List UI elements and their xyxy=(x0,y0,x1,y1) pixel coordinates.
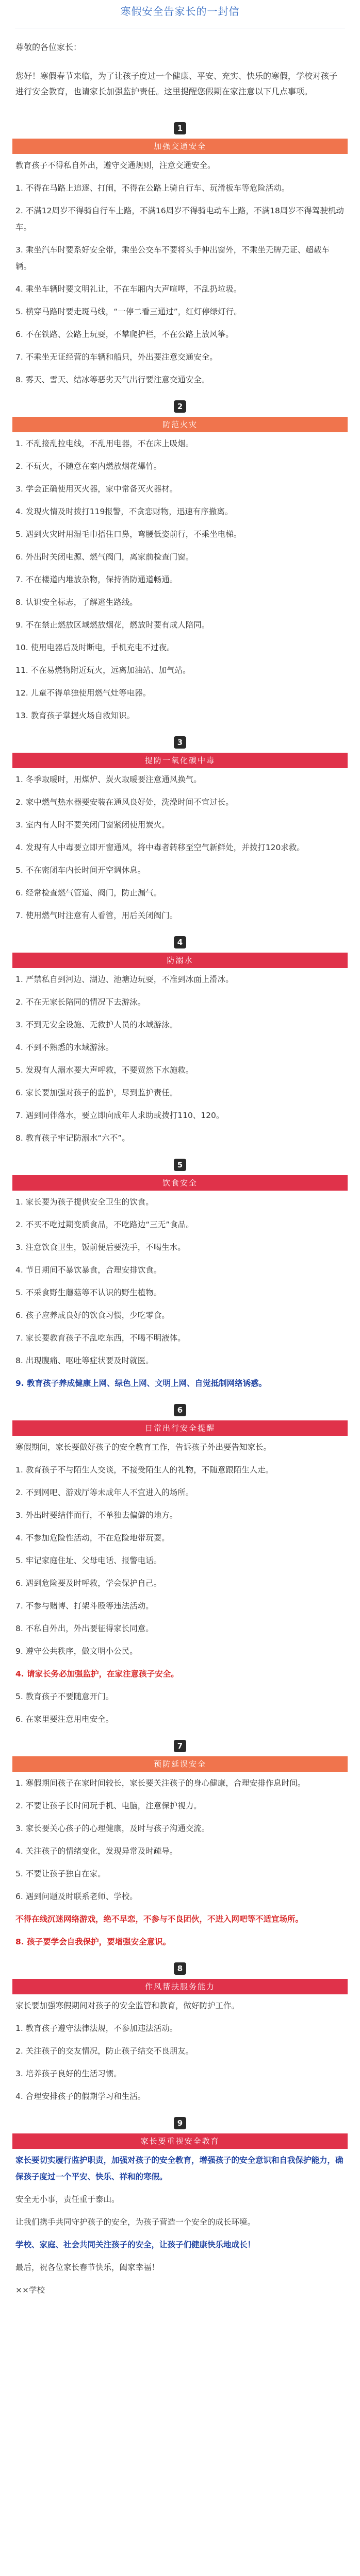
section-heading: 饮食安全 xyxy=(12,1175,348,1191)
section-paragraph: 8. 雾天、雪天、结冰等恶劣天气出行要注意交通安全。 xyxy=(15,375,210,384)
section-paragraph: 3. 家长要关心孩子的心理健康，及时与孩子沟通交流。 xyxy=(15,1824,210,1833)
section-paragraph: 1. 教育孩子不与陌生人交谈，不接受陌生人的礼物，不随意跟陌生人走。 xyxy=(15,1465,274,1475)
section-heading: 提防一氧化碳中毒 xyxy=(12,753,348,768)
section-paragraph: 4. 发现有人中毒要立即开窗通风，将中毒者转移至空气新鲜处，并拨打120求救。 xyxy=(15,843,305,852)
section-paragraph: 7. 不在楼道内堆放杂物，保持消防通道畅通。 xyxy=(15,575,178,584)
section-paragraph: 7. 遇到同伴落水，要立即向成年人求助或拨打110、120。 xyxy=(15,1111,224,1120)
section-paragraph: 7. 不参与赌博、打架斗殴等违法活动。 xyxy=(15,1601,154,1611)
section-9 xyxy=(0,2108,360,2301)
section-paragraph: 2. 关注孩子的交友情况，防止孩子结交不良朋友。 xyxy=(15,2046,194,2056)
section-paragraph: 1. 不乱接乱拉电线，不乱用电器，不在床上吸烟。 xyxy=(15,439,194,448)
section-paragraph: 5. 不要让孩子独自在家。 xyxy=(15,1869,106,1878)
section-paragraph: 不得在线沉迷网络游戏，绝不早恋，不参与不良团伙，不进入网吧等不适宜场所。 xyxy=(15,1914,304,1924)
section-paragraph: 9. 遵守公共秩序，做文明小公民。 xyxy=(15,1647,138,1656)
section-number: 5 xyxy=(174,1159,186,1171)
section-paragraph: 1. 严禁私自到河边、湖边、池塘边玩耍，不准到冰面上滑冰。 xyxy=(15,975,234,984)
section-1 xyxy=(0,113,360,391)
section-paragraph: 6. 不在铁路、公路上玩耍，不攀爬护栏，不在公路上放风筝。 xyxy=(15,330,234,339)
section-4 xyxy=(0,927,360,1149)
section-body xyxy=(0,1772,360,1953)
section-paragraph: 8. 孩子要学会自我保护，要增强安全意识。 xyxy=(15,1937,171,1946)
section-paragraph: 10. 使用电器后及时断电，手机充电不过夜。 xyxy=(15,643,175,652)
section-number: 7 xyxy=(174,1740,186,1752)
section-paragraph: 4. 请家长务必加强监护，在家注意孩子安全。 xyxy=(15,1669,179,1679)
section-paragraph: 3. 学会正确使用灭火器，家中常备灭火器材。 xyxy=(15,484,178,494)
section-paragraph: 5. 不在密闭车内长时间开空调休息。 xyxy=(15,866,146,875)
section-paragraph: 6. 孩子应养成良好的饮食习惯，少吃零食。 xyxy=(15,1311,170,1320)
section-number: 6 xyxy=(174,1404,186,1416)
section-body xyxy=(0,1994,360,2108)
section-paragraph: 8. 认识安全标志，了解逃生路线。 xyxy=(15,598,138,607)
section-paragraph: 7. 使用燃气时注意有人看管，用后关闭阀门。 xyxy=(15,911,178,920)
section-7 xyxy=(0,1731,360,1953)
intro xyxy=(0,40,360,99)
section-5 xyxy=(0,1149,360,1395)
section-paragraph: 2. 家中燃气热水器要安装在通风良好处，洗澡时间不宜过长。 xyxy=(15,798,234,807)
section-paragraph: 5. 牢记家庭住址、父母电话、报警电话。 xyxy=(15,1556,162,1565)
section-paragraph: 6. 经常检查燃气管道、阀门，防止漏气。 xyxy=(15,888,162,897)
section-paragraph: 13. 教育孩子掌握火场自救知识。 xyxy=(15,711,135,720)
section-paragraph: 5. 发现有人溺水要大声呼救，不要贸然下水施救。 xyxy=(15,1065,194,1075)
section-paragraph: 2. 不在无家长陪同的情况下去游泳。 xyxy=(15,997,146,1007)
section-paragraph: 4. 不参加危险性活动，不在危险地带玩耍。 xyxy=(15,1533,170,1543)
section-paragraph: 8. 不私自外出，外出要征得家长同意。 xyxy=(15,1624,154,1633)
section-paragraph: 1. 家长要为孩子提供安全卫生的饮食。 xyxy=(15,1197,154,1207)
section-paragraph: 2. 不到网吧、游戏厅等未成年人不宜进入的场所。 xyxy=(15,1488,194,1497)
section-paragraph: 2. 不买不吃过期变质食品，不吃路边“三无”食品。 xyxy=(15,1220,194,1229)
section-paragraph: 学校、家庭、社会共同关注孩子的安全，让孩子们健康快乐地成长！ xyxy=(15,2240,256,2249)
section-paragraph: 1. 教育孩子遵守法律法规，不参加违法活动。 xyxy=(15,2024,178,2033)
section-header xyxy=(12,1149,348,1191)
section-paragraph: 3. 乘坐汽车时要系好安全带，乘坐公交车不要将头手伸出窗外，不乘坐无牌无证、超载车辆。 xyxy=(15,245,330,271)
section-paragraph: 4. 发现火情及时拨打119报警，不贪恋财物，迅速有序撤离。 xyxy=(15,507,233,516)
section-paragraph: 3. 培养孩子良好的生活习惯。 xyxy=(15,2069,122,2078)
section-number: 3 xyxy=(174,736,186,749)
section-header xyxy=(12,2108,348,2149)
section-body xyxy=(0,2149,360,2301)
section-body xyxy=(0,432,360,727)
section-body xyxy=(0,1191,360,1395)
section-header xyxy=(12,391,348,432)
section-paragraph: 让我们携手共同守护孩子的安全，为孩子营造一个安全的成长环境。 xyxy=(15,2217,256,2227)
section-paragraph: 2. 不玩火，不随意在室内燃放烟花爆竹。 xyxy=(15,462,162,471)
section-paragraph: 6. 在家里要注意用电安全。 xyxy=(15,1715,114,1724)
section-heading: 预防延误安全 xyxy=(12,1756,348,1772)
section-heading: 家长要重视安全教育 xyxy=(12,2133,348,2149)
section-number: 4 xyxy=(174,936,186,948)
section-paragraph: 8. 教育孩子牢记防溺水“六不”。 xyxy=(15,1133,130,1143)
section-header xyxy=(12,1953,348,1994)
section-paragraph: 7. 不乘坐无证经营的车辆和船只，外出要注意交通安全。 xyxy=(15,352,218,362)
article-title: 寒假安全告家长的一封信 xyxy=(120,5,240,18)
section-paragraph: 6. 家长要加强对孩子的监护，尽到监护责任。 xyxy=(15,1088,178,1097)
section-paragraph: 家长要加强寒假期间对孩子的安全监管和教育，做好防护工作。 xyxy=(15,2001,240,2010)
sections xyxy=(0,113,360,2301)
section-paragraph: ××学校 xyxy=(15,2285,45,2295)
section-paragraph: 3. 外出时要结伴而行，不单独去偏僻的地方。 xyxy=(15,1511,178,1520)
section-paragraph: 4. 合理安排孩子的假期学习和生活。 xyxy=(15,2092,146,2101)
section-heading: 加强交通安全 xyxy=(12,139,348,154)
section-paragraph: 8. 出现腹痛、呕吐等症状要及时就医。 xyxy=(15,1356,154,1365)
section-6 xyxy=(0,1395,360,1731)
section-paragraph: 4. 不到不熟悉的水域游泳。 xyxy=(15,1043,114,1052)
section-paragraph: 1. 冬季取暖时，用煤炉、炭火取暖要注意通风换气。 xyxy=(15,775,202,784)
section-paragraph: 1. 寒假期间孩子在家时间较长，家长要关注孩子的身心健康，合理安排作息时间。 xyxy=(15,1778,306,1788)
section-body xyxy=(0,154,360,391)
section-3 xyxy=(0,727,360,927)
intro-greeting: 尊敬的各位家长： xyxy=(15,42,82,52)
section-paragraph: 安全无小事，责任重于泰山。 xyxy=(15,2195,120,2204)
section-paragraph: 1. 不得在马路上追逐、打闹，不得在公路上骑自行车、玩滑板车等危险活动。 xyxy=(15,183,290,193)
section-number: 9 xyxy=(174,2117,186,2129)
section-body xyxy=(0,968,360,1149)
section-number: 8 xyxy=(174,1962,186,1975)
section-header xyxy=(12,1731,348,1772)
section-8 xyxy=(0,1953,360,2108)
section-paragraph: 3. 室内有人时不要关闭门窗紧闭使用炭火。 xyxy=(15,820,170,829)
section-header xyxy=(12,113,348,154)
section-paragraph: 5. 不采食野生蘑菇等不认识的野生植物。 xyxy=(15,1288,162,1297)
section-paragraph: 教育孩子不得私自外出，遵守交通规则，注意交通安全。 xyxy=(15,161,216,170)
section-paragraph: 7. 家长要教育孩子不乱吃东西，不喝不明液体。 xyxy=(15,1333,186,1343)
section-paragraph: 寒假期间，家长要做好孩子的安全教育工作，告诉孩子外出要告知家长。 xyxy=(15,1443,272,1452)
section-paragraph: 3. 注意饮食卫生，饭前便后要洗手，不喝生水。 xyxy=(15,1243,186,1252)
section-paragraph: 最后，祝各位家长春节快乐，阖家幸福！ xyxy=(15,2263,160,2272)
section-paragraph: 4. 乘坐车辆时要文明礼让，不在车厢内大声喧哗，不乱扔垃圾。 xyxy=(15,284,242,294)
section-body xyxy=(0,768,360,927)
section-header xyxy=(12,727,348,768)
section-header xyxy=(12,1395,348,1436)
section-body xyxy=(0,1436,360,1731)
section-paragraph: 5. 遇到火灾时用湿毛巾捂住口鼻，弯腰低姿前行，不乘坐电梯。 xyxy=(15,530,242,539)
section-2 xyxy=(0,391,360,727)
section-paragraph: 5. 教育孩子不要随意开门。 xyxy=(15,1692,114,1701)
section-heading: 防范火灾 xyxy=(12,417,348,432)
section-number: 1 xyxy=(174,122,186,134)
section-paragraph: 家长要切实履行监护职责，加强对孩子的安全教育，增强孩子的安全意识和自我保护能力，确保孩子度过一个平安、快乐、祥和的寒假。 xyxy=(15,2156,343,2181)
section-heading: 防溺水 xyxy=(12,953,348,968)
section-paragraph: 2. 不要让孩子长时间玩手机、电脑，注意保护视力。 xyxy=(15,1801,202,1810)
section-paragraph: 6. 遇到危险要及时呼救，学会保护自己。 xyxy=(15,1579,162,1588)
section-paragraph: 9. 教育孩子养成健康上网、绿色上网、文明上网、自觉抵制网络诱惑。 xyxy=(15,1379,267,1388)
section-paragraph: 11. 不在易燃物附近玩火，远离加油站、加气站。 xyxy=(15,666,191,675)
section-heading: 作风帮扶服务能力 xyxy=(12,1979,348,1994)
section-paragraph: 6. 外出时关闭电源、燃气阀门，离家前检查门窗。 xyxy=(15,552,194,562)
section-header xyxy=(12,927,348,968)
section-paragraph: 5. 横穿马路时要走斑马线，“一停二看三通过”，红灯停绿灯行。 xyxy=(15,307,242,316)
section-heading: 日常出行安全提醒 xyxy=(12,1420,348,1436)
section-paragraph: 3. 不到无安全设施、无救护人员的水域游泳。 xyxy=(15,1020,178,1029)
section-paragraph: 9. 不在禁止燃放区域燃放烟花，燃放时要有成人陪同。 xyxy=(15,620,210,630)
section-paragraph: 4. 节日期间不暴饮暴食，合理安排饮食。 xyxy=(15,1265,162,1275)
section-paragraph: 12. 儿童不得单独使用燃气灶等电器。 xyxy=(15,688,151,698)
intro-text: 您好！寒假春节来临，为了让孩子度过一个健康、平安、充实、快乐的寒假，学校对孩子进行安全教育，也请家长加强监护责任。这里提醒您假期在家注意以下几点事项。 xyxy=(15,71,338,96)
section-number: 2 xyxy=(174,400,186,413)
section-paragraph: 2. 不满12周岁不得骑自行车上路，不满16周岁不得骑电动车上路，不满18周岁不得驾驶机动车。 xyxy=(15,206,344,232)
section-paragraph: 4. 关注孩子的情绪变化，发现异常及时疏导。 xyxy=(15,1846,178,1856)
section-paragraph: 6. 遇到问题及时联系老师、学校。 xyxy=(15,1892,138,1901)
